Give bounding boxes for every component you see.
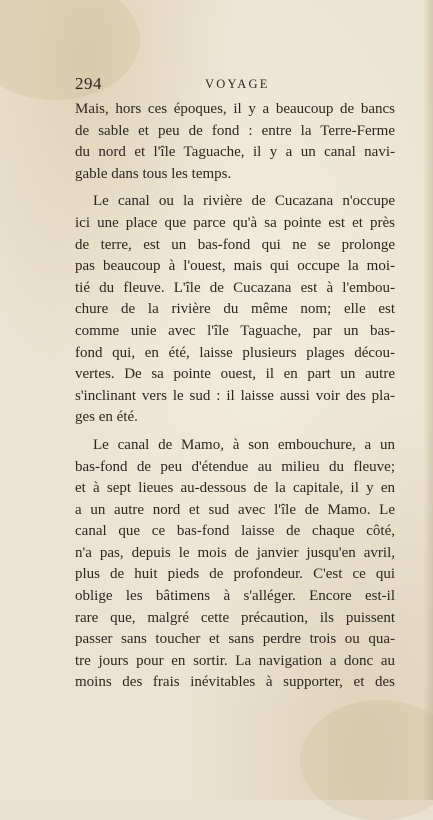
text-line: oblige les bâtimens à s'alléger. Encore est-il: [75, 588, 395, 605]
text-line: de sable et peu de fond : entre la Terre-Ferme: [75, 122, 395, 139]
text-line: Le canal ou la rivière de Cucazana n'occupe: [93, 193, 395, 210]
text-line: canal que ce bas-fond laisse de chaque côté,: [75, 523, 395, 540]
text-line: n'a pas, depuis le mois de janvier jusqu'en avril,: [75, 544, 395, 561]
text-line: vertes. De sa pointe ouest, il en part un autre: [75, 366, 395, 383]
page-number: 294: [75, 74, 102, 93]
page-header: [75, 74, 393, 94]
text-line: pas beaucoup à l'ouest, mais qui occupe la moi-: [75, 258, 395, 275]
page-edge-shadow: [423, 0, 433, 800]
text-line: ges en été.: [75, 409, 138, 426]
body-text: [75, 99, 395, 694]
text-line: fond qui, en été, laisse plusieurs plages décou-: [75, 344, 395, 361]
text-line: tre jours pour en sortir. La navigation a donc au: [75, 652, 395, 669]
text-line: Le canal de Mamo, à son embouchure, a un: [93, 436, 395, 453]
text-line: tié du fleuve. L'île de Cucazana est à l'embou-: [75, 279, 395, 296]
paper-stain: [300, 700, 433, 820]
text-line: de terre, est un bas-fond qui ne se prolonge: [75, 236, 395, 253]
text-line: bas-fond de peu d'étendue au milieu du fleuve;: [75, 458, 395, 475]
text-line: et à sept lieues au-dessous de la capitale, il y en: [75, 480, 395, 497]
running-title: VOYAGE: [205, 77, 270, 91]
text-line: a un autre nord et sud avec l'île de Mamo. Le: [75, 501, 395, 518]
text-line: Mais, hors ces époques, il y a beaucoup de bancs: [75, 101, 395, 117]
text-line: chure de la rivière du même nom; elle est: [75, 301, 395, 318]
text-line: moins des frais inévitables à supporter, et des: [75, 674, 395, 691]
text-line: du nord et l'île Taguache, il y a un canal navi-: [75, 144, 395, 161]
text-line: comme unie avec l'île Taguache, par un bas-: [75, 322, 395, 339]
text-line: plus de huit pieds de profondeur. C'est ce qui: [75, 566, 395, 583]
text-line: passer sans toucher et sans perdre trois ou qua-: [75, 631, 395, 648]
text-line: ici une place que parce qu'à sa pointe est et près: [75, 214, 395, 231]
text-line: gable dans tous les temps.: [75, 165, 232, 182]
text-line: rare que, malgré cette précaution, ils puissent: [75, 609, 395, 626]
text-line: s'inclinant vers le sud : il laisse aussi voir des pla-: [75, 387, 395, 404]
